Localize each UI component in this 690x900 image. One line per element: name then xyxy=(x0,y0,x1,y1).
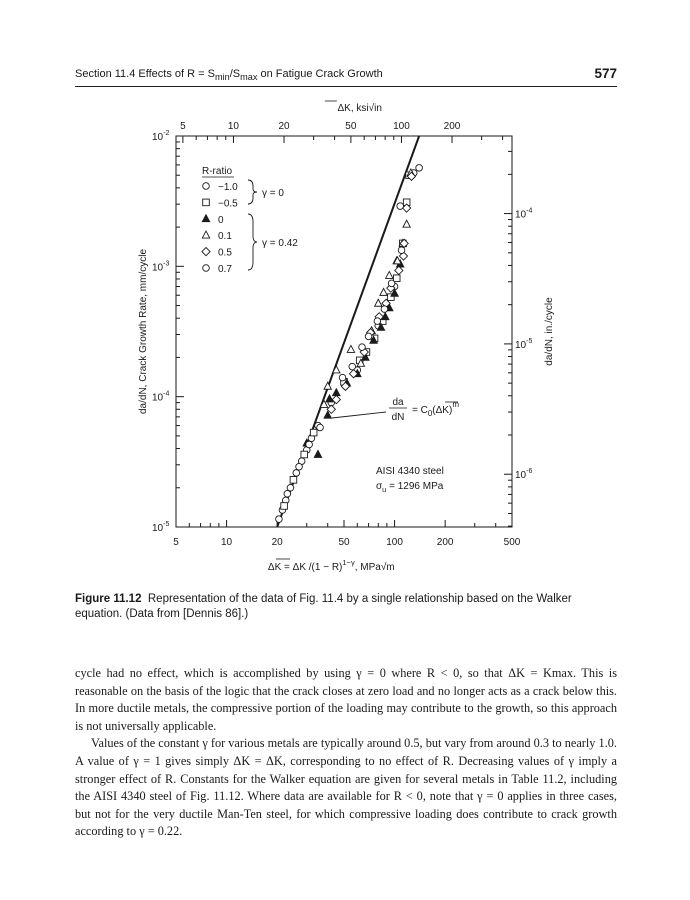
data-point-circle xyxy=(374,318,381,325)
data-point-square xyxy=(393,275,400,282)
gamma-group-label: γ = 0 xyxy=(262,188,284,199)
data-point-triangle xyxy=(375,299,382,306)
legend-entry-label: 0.7 xyxy=(218,264,232,275)
bottom-axis-title: ΔK = ΔK $/(1 - R)^{1-\gamma}$, MPa√m xyxy=(267,558,395,573)
data-point-circle xyxy=(296,463,303,470)
data-point-diamond xyxy=(395,266,403,274)
section-title-rest: on Fatigue Crack Growth xyxy=(257,68,383,80)
data-point-circle xyxy=(349,363,356,370)
legend-title: R-ratio xyxy=(202,166,233,177)
data-point-square xyxy=(290,477,297,484)
chart-axes xyxy=(176,136,512,527)
equation-denominator: dN xyxy=(391,412,405,423)
section-title-sub-max: max xyxy=(240,72,258,83)
bottom-tick-label: 5 xyxy=(173,537,179,548)
figure-caption xyxy=(75,592,617,622)
left-tick-label: $10^{-4}$ xyxy=(152,390,170,404)
right-axis-title: da/dN, in./cycle xyxy=(544,297,555,366)
legend-entry-label: 0 xyxy=(218,214,224,226)
left-tick-label: $10^{-3}$ xyxy=(152,260,170,274)
equation-rhs: = $C_0(\Delta K)^m$ xyxy=(412,400,459,418)
left-tick-label: $10^{-2}$ xyxy=(152,130,170,143)
data-point-circle xyxy=(317,424,324,431)
gamma-brace-1 xyxy=(248,180,257,204)
data-point-circle xyxy=(293,470,300,477)
legend-marker-triangle-filled xyxy=(202,215,209,222)
strength-label: $\sigma_u = 1296$ MPa xyxy=(376,481,444,494)
data-point-square xyxy=(281,503,288,510)
data-point-square xyxy=(310,429,317,436)
figure-label: Figure 11.12 xyxy=(75,593,142,605)
chart-legend xyxy=(202,166,298,275)
data-point-circle xyxy=(388,280,395,287)
page-number: 577 xyxy=(594,66,617,81)
data-point-triangle xyxy=(386,271,393,278)
data-point-triangle-filled xyxy=(314,450,321,457)
gamma-group-label: γ = 0.42 xyxy=(262,238,298,249)
data-point-circle xyxy=(284,490,291,497)
section-title-sub-min: min xyxy=(214,72,230,83)
figure-caption-text: Representation of the data of Fig. 11.4 by a single relationship based on the Walker equation. (Data from [Dennis 86].) xyxy=(75,593,572,620)
equation-numerator: da xyxy=(392,397,404,408)
legend-entry-label: −0.5 xyxy=(218,198,238,210)
top-tick-label: 50 xyxy=(345,121,357,132)
data-point-triangle xyxy=(380,288,387,295)
top-tick-label: 10 xyxy=(227,121,240,132)
data-point-circle xyxy=(398,247,405,254)
body-text xyxy=(75,665,617,841)
data-point-circle xyxy=(359,344,366,351)
data-point-triangle-filled xyxy=(333,389,340,396)
data-point-square xyxy=(301,451,308,458)
top-axis-title: ΔK, ksi√in xyxy=(337,103,382,114)
data-point-circle xyxy=(276,516,283,523)
legend-marker-square xyxy=(203,199,210,206)
bottom-tick-label: 20 xyxy=(271,537,283,548)
section-title-text: Section 11.4 Effects of R = S xyxy=(75,68,215,80)
left-tick-label: $10^{-5}$ xyxy=(152,521,170,534)
right-tick-label: $10^{-4}$ xyxy=(515,207,533,221)
paragraph-2: Values of the constant γ for various metals are typically around 0.5, but vary from around 0.3 to nearly 1.0. A value of γ = 1 gives simply ΔK = ΔK, corresponding to no effect of R. Decreasing values of γ imply a stronger effect of R. Constants for the Walker equation are given for several metals in Table 11.2, including the AISI 4340 steel of Fig. 11.12. Where data are available for R < 0, note that γ = 0 applies in three cases, but not for the very ductile Man-Ten steel, for which compressive loading does contribute to crack growth according to γ = 0.22. xyxy=(75,736,617,839)
top-tick-label: 5 xyxy=(180,121,186,132)
legend-entry-label: 0.1 xyxy=(218,231,232,243)
section-title-slash: /S xyxy=(229,68,241,80)
left-axis-title: da/dN, Crack Growth Rate, mm/cycle xyxy=(138,248,149,415)
gamma-brace-2 xyxy=(248,214,257,270)
top-tick-label: 100 xyxy=(393,121,410,132)
bottom-tick-label: 200 xyxy=(436,537,454,548)
legend-entry-label: 0.5 xyxy=(218,247,232,259)
plot-frame xyxy=(176,136,512,527)
right-tick-label: $10^{-5}$ xyxy=(515,337,533,351)
bottom-tick-label: 500 xyxy=(503,537,521,548)
right-tick-label: $10^{-6}$ xyxy=(515,468,533,482)
top-tick-label: 20 xyxy=(278,121,290,132)
legend-marker-diamond xyxy=(202,248,210,256)
top-tick-label: 200 xyxy=(443,121,461,132)
equation-leader-line xyxy=(332,412,386,418)
data-point-circle xyxy=(381,306,388,313)
legend-marker-circle xyxy=(203,183,210,190)
legend-marker-circle xyxy=(203,265,210,272)
data-point-circle xyxy=(416,165,423,172)
bottom-tick-label: 100 xyxy=(386,537,403,548)
legend-marker-triangle xyxy=(202,231,209,238)
bottom-tick-label: 50 xyxy=(338,537,350,548)
data-point-circle xyxy=(397,203,404,210)
legend-entry-label: −1.0 xyxy=(218,182,238,193)
data-point-triangle xyxy=(347,345,354,352)
data-point-circle xyxy=(365,333,372,340)
bottom-tick-label: 10 xyxy=(221,537,233,548)
paragraph-1: cycle had no effect, which is accomplished by using γ = 0 where R < 0, so that ΔK = Kmax. This is reasonable on the basis of the logic that the crack closes at zero load and no longer acts as a crack below this. In more ductile metals, the compressive portion of the loading may contribute to the growth, so this approach is not universally applicable. xyxy=(75,666,617,733)
data-point-circle xyxy=(306,441,313,448)
data-point-triangle xyxy=(403,220,410,227)
material-label: AISI 4340 steel xyxy=(376,466,444,477)
data-point-circle xyxy=(339,374,346,381)
